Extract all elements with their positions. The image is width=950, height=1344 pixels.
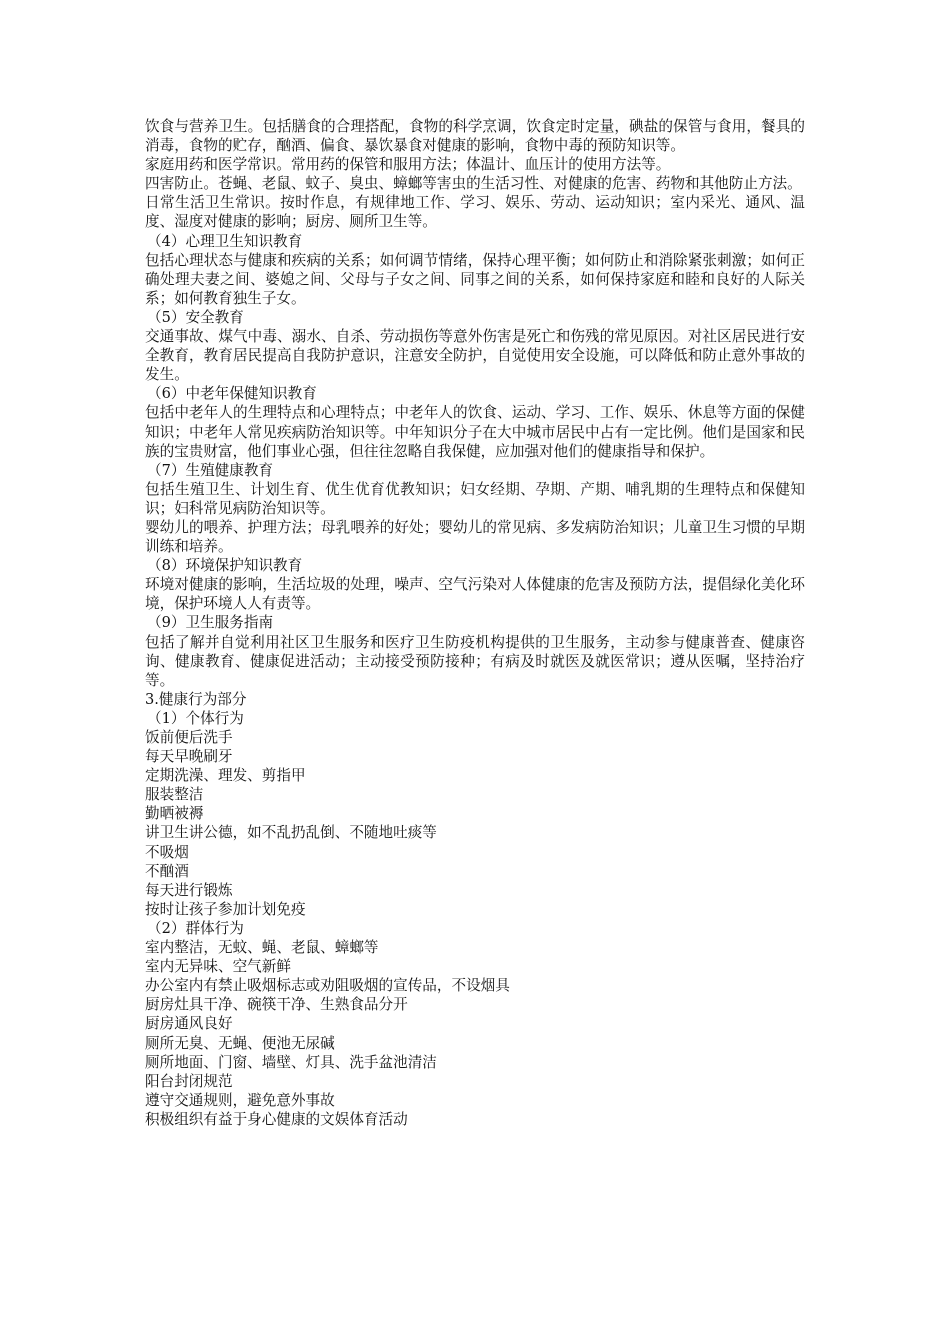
- paragraph: 讲卫生讲公德，如不乱扔乱倒、不随地吐痰等: [145, 824, 437, 842]
- paragraph: 厕所地面、门窗、墙壁、灯具、洗手盆池清洁: [145, 1053, 437, 1071]
- paragraph: 饭前便后洗手: [145, 729, 233, 746]
- paragraph: 婴幼儿的喂养、护理方法；母乳喂养的好处；婴幼儿的常见病、多发病防治知识；儿童卫生习惯的早期训练和培养。: [145, 518, 805, 556]
- paragraph: 室内整洁，无蚊、蝇、老鼠、蟑螂等: [145, 939, 379, 957]
- section-heading: （7）生殖健康教育: [147, 461, 274, 479]
- paragraph: 每天早晚刷牙: [145, 748, 233, 766]
- paragraph: 厨房灶具干净、碗筷干净、生熟食品分开: [145, 996, 408, 1014]
- section-heading: （2）群体行为: [147, 919, 244, 937]
- paragraph: 每天进行锻炼: [145, 881, 233, 899]
- paragraph: 不酗酒: [145, 862, 189, 880]
- paragraph: 包括了解并自觉利用社区卫生服务和医疗卫生防疫机构提供的卫生服务，主动参与健康普查、健康咨询、健康教育、健康促进活动；主动接受预防接种；有病及时就医及就医常识；遵从医嘱，坚持治疗等。: [145, 633, 805, 689]
- section-heading: （1）个体行为: [147, 709, 244, 727]
- paragraph: 饮食与营养卫生。包括膳食的合理搭配，食物的科学烹调，饮食定时定量，碘盐的保管与食用，餐具的消毒，食物的贮存，酗酒、偏食、暴饮暴食对健康的影响，食物中毒的预防知识等。: [145, 118, 805, 155]
- paragraph: 服装整洁: [145, 786, 204, 804]
- paragraph: 积极组织有益于身心健康的文娱体育活动: [145, 1110, 408, 1128]
- paragraph: 室内无异味、空气新鲜: [145, 958, 291, 976]
- paragraph: 按时让孩子参加计划免疫: [145, 900, 306, 918]
- paragraph: 包括生殖卫生、计划生育、优生优育优教知识；妇女经期、孕期、产期、哺乳期的生理特点和保健知识；妇科常见病防治知识等。: [145, 480, 805, 517]
- section-heading: （6）中老年保健知识教育: [147, 385, 317, 403]
- paragraph: 包括中老年人的生理特点和心理特点；中老年人的饮食、运动、学习、工作、娱乐、休息等方面的保健知识；中老年人常见疾病防治知识等。中年知识分子在大中城市居民中占有一定比例。他们是国家和民族的宝贵财富，他们事业心强，但往往忽略自我保健，应加强对他们的健康指导和保护。: [145, 404, 805, 460]
- paragraph: 办公室内有禁止吸烟标志或劝阻吸烟的宣传品，不设烟具: [145, 977, 510, 995]
- document-body: [145, 117, 805, 1129]
- paragraph: 厨房通风良好: [145, 1015, 233, 1033]
- section-heading: （5）安全教育: [147, 308, 244, 326]
- paragraph: 遵守交通规则，避免意外事故: [145, 1091, 335, 1109]
- paragraph: 定期洗澡、理发、剪指甲: [145, 767, 306, 785]
- paragraph: 日常生活卫生常识。按时作息，有规律地工作、学习、娱乐、劳动、运动知识；室内采光、通风、温度、湿度对健康的影响；厨房、厕所卫生等。: [145, 194, 805, 231]
- paragraph: 四害防止。苍蝇、老鼠、蚊子、臭虫、蟑螂等害虫的生活习性、对健康的危害、药物和其他防止方法。: [145, 175, 802, 193]
- section-heading: （8）环境保护知识教育: [147, 557, 303, 575]
- paragraph: 阳台封闭规范: [145, 1072, 233, 1090]
- paragraph: 交通事故、煤气中毒、溺水、自杀、劳动损伤等意外伤害是死亡和伤残的常见原因。对社区居民进行安全教育，教育居民提高自我防护意识，注意安全防护，自觉使用安全设施，可以降低和防止意外事故的发生。: [145, 328, 805, 384]
- paragraph: 勤晒被褥: [145, 805, 204, 823]
- paragraph: 家庭用药和医学常识。常用药的保管和服用方法；体温计、血压计的使用方法等。: [145, 156, 671, 174]
- paragraph: 环境对健康的影响，生活垃圾的处理，噪声、空气污染对人体健康的危害及预防方法，提倡绿化美化环境，保护环境人人有责等。: [145, 576, 805, 613]
- paragraph: 厕所无臭、无蝇、便池无尿碱: [145, 1034, 335, 1052]
- paragraph: 不吸烟: [145, 843, 189, 861]
- section-heading: （4）心理卫生知识教育: [147, 232, 303, 250]
- section-heading: （9）卫生服务指南: [147, 614, 274, 632]
- paragraph: 包括心理状态与健康和疾病的关系；如何调节情绪，保持心理平衡；如何防止和消除紧张刺激；如何正确处理夫妻之间、婆媳之间、父母与子女之间、同事之间的关系，如何保持家庭和睦和良好的人际关系；如何教育独生子女。: [145, 251, 805, 307]
- paragraph: 3.健康行为部分: [145, 690, 247, 708]
